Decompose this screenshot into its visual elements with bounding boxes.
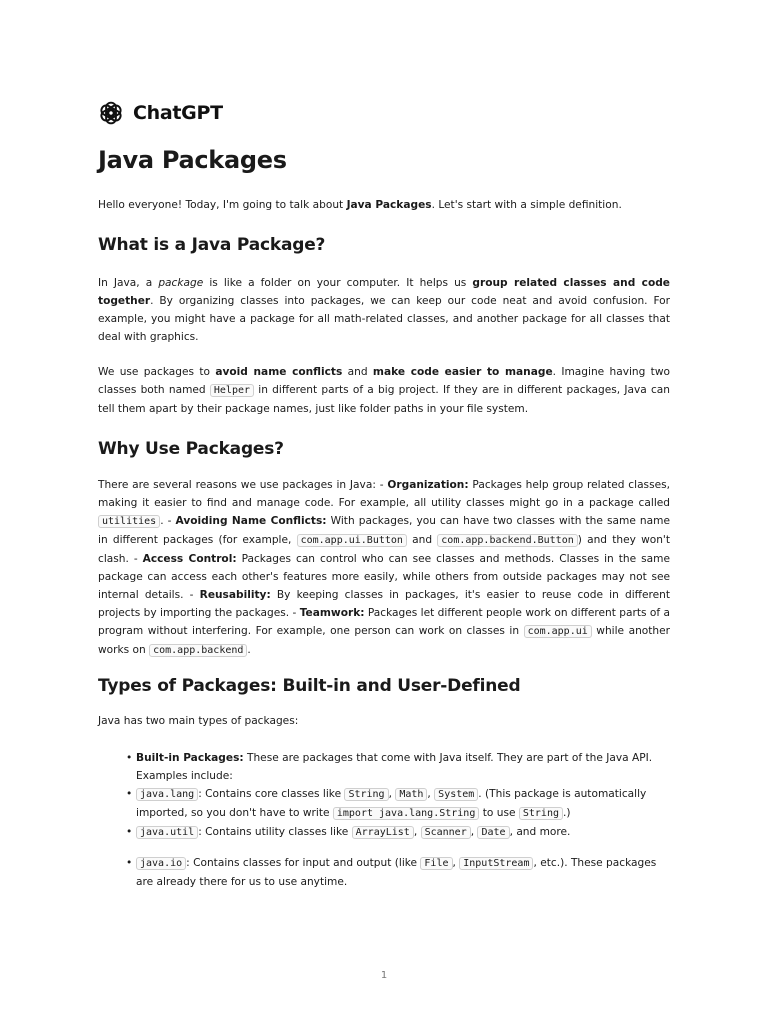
section1-paragraph-2: We use packages to avoid name conflicts and make code easier to manage. Imagine having two classes both named Helper in different parts of a big project. If they are in different packages, Java can tell them apart by their package names, just like folder paths in your file system.	[98, 366, 670, 415]
inline-code: java.io	[136, 857, 186, 870]
inline-code: Date	[477, 826, 509, 839]
list-item: • java.io : Contains classes for input and output (like File , InputStream , etc.). These packages are already there for us to use anytime.	[128, 854, 668, 891]
intro-paragraph: Hello everyone! Today, I'm going to talk about Java Packages. Let's start with a simple definition.	[98, 199, 622, 211]
inline-code: Scanner	[421, 826, 471, 839]
section-heading-what-is: What is a Java Package?	[98, 235, 326, 255]
page-number: 1	[380, 970, 388, 981]
inline-code: com.app.ui	[524, 625, 592, 638]
inline-code: java.lang	[136, 788, 198, 801]
list-item: • java.lang : Contains core classes like String , Math , System . (This package is automatically imported, so you don't have to write import java.lang.String to use String .)	[128, 785, 668, 823]
inline-code: import java.lang.String	[333, 807, 479, 820]
inline-code: ArrayList	[352, 826, 414, 839]
inline-code: utilities	[98, 515, 160, 528]
brand-name: ChatGPT	[133, 102, 223, 124]
list-item: • java.util : Contains utility classes like ArrayList , Scanner , Date , and more.	[128, 823, 668, 842]
openai-logo-icon	[98, 100, 124, 126]
package-types-list	[128, 749, 668, 891]
brand-logo	[98, 100, 223, 126]
inline-code: String	[519, 807, 563, 820]
section3-intro: Java has two main types of packages:	[98, 715, 299, 727]
section2-paragraph: There are several reasons we use packages in Java: - Organization: Packages help group related classes, making it easier to find and manage code. For example, all utility classes might go in a package called utilities . - Avoiding Name Conflicts: With packages, you can have two classes with the same name in different packages (for example, com.app.ui.Button and com.app.backend.Button ) and they won't clash. - Access Control: Packages can control who can see classes and methods. Classes in the same package can access each other's features more easily, while others from outside packages may not see internal details. - Reusability: By keeping classes in packages, it's easier to reuse code in different projects by importing the packages. - Teamwork: Packages let different people work on different parts of a program without interfering. For example, one person can work on classes in com.app.ui while another works on com.app.backend .	[98, 479, 671, 656]
inline-code: com.app.backend	[149, 644, 247, 657]
page-title: Java Packages	[98, 146, 287, 174]
inline-code: InputStream	[459, 857, 533, 870]
section-heading-why-use: Why Use Packages?	[98, 439, 284, 459]
inline-code: com.app.backend.Button	[437, 534, 577, 547]
inline-code: java.util	[136, 826, 198, 839]
inline-code: String	[344, 788, 388, 801]
inline-code: com.app.ui.Button	[297, 534, 407, 547]
section-heading-types: Types of Packages: Built-in and User-Defined	[98, 676, 521, 696]
inline-code: System	[434, 788, 478, 801]
section1-paragraph-1: In Java, a package is like a folder on your computer. It helps us group related classes and code together. By organizing classes into packages, we can keep our code neat and avoid confusion. For example, you might have a package for all math-related classes, and another package for all classes that deal with graphics.	[98, 277, 670, 343]
list-item: • Built-in Packages: These are packages that come with Java itself. They are part of the Java API. Examples include:	[128, 749, 668, 785]
inline-code: Math	[395, 788, 427, 801]
inline-code: Helper	[210, 384, 254, 397]
list-spacer	[128, 842, 668, 854]
inline-code: File	[420, 857, 452, 870]
